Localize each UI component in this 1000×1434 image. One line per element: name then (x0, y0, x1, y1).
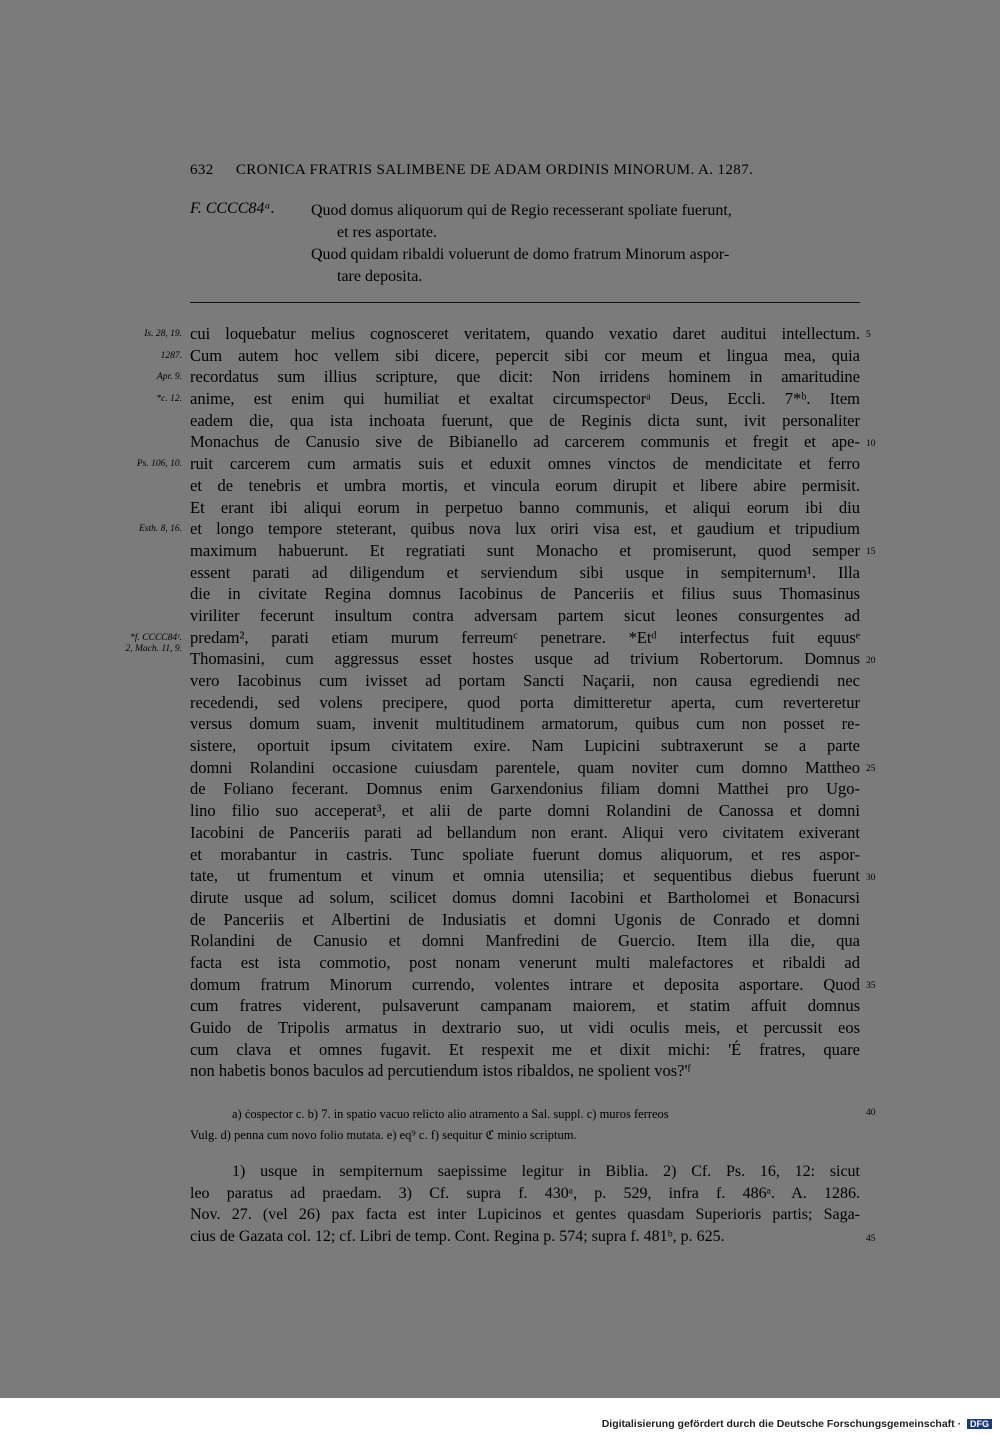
text-line: domum fratrum Minorum currendo, volentes intrare et deposita asportare. Quod (190, 974, 860, 994)
text-line: facta est ista commotio, post nonam venerunt multi malefactores et ribaldi ad (190, 952, 860, 972)
apparatus-line: Vulg. d) penna cum novo folio mutata. e) eq⁹ c. f) sequitur ℭ minio scriptum. (190, 1128, 577, 1142)
text-line: cum fratres viderent, pulsaverunt campanam maiorem, et statim affuit domnus (190, 996, 860, 1016)
margin-note: 1287. (160, 350, 182, 361)
line-number: 10 (866, 438, 876, 449)
text-line: ruit carcerem cum armatis suis et eduxit omnes vinctos de mendicitate et ferro (190, 454, 860, 474)
summary-line: tare deposita. (337, 268, 423, 285)
separator-rule (190, 302, 860, 303)
text-line: domni Rolandini occasione cuiusdam parentele, quam noviter cum domno Mattheo (190, 757, 860, 777)
summary-line: Quod domus aliquorum qui de Regio recesserant spoliate fuerunt, (311, 202, 732, 219)
summary-line: Quod quidam ribaldi voluerunt de domo fratrum Minorum aspor- (311, 246, 730, 263)
margin-note: Ps. 106, 10. (136, 459, 182, 470)
line-number: 20 (866, 655, 876, 666)
margin-note: *c. 12. (156, 394, 182, 405)
apparatus-line: a) ċospector c. b) 7. in spatio vacuo relicto alio atramento a Sal. suppl. c) muros ferreos (232, 1107, 669, 1121)
folio-reference: F. CCCC84ᵃ. (190, 200, 275, 217)
text-line: et longo tempore steterant, quibus nova lux oriri visa est, et gaudium et tripudium (190, 519, 860, 539)
dfg-logo: DFG (967, 1419, 992, 1429)
line-number: 45 (866, 1234, 876, 1244)
text-line: die in civitate Regina domnus Iacobinus de Panceriis et filius suus Thomasinus (190, 584, 860, 604)
text-line: Et erant ibi aliqui eorum in perpetuo banno communis, et aliqui eorum ibi diu (190, 497, 860, 517)
text-line: de Panceriis et Albertini de Indusiatis et domni Ugonis de Conrado et domni (190, 909, 860, 929)
text-line: Iacobini de Panceriis parati ad bellandum non erant. Aliqui vero civitatem exiverant (190, 822, 860, 842)
chapter-summary-1 (311, 200, 861, 244)
line-number: 30 (866, 872, 876, 883)
footnotes (190, 1161, 860, 1248)
text-line: anime, est enim qui humiliat et exaltat circumspectorᵃ Deus, Eccli. 7*ᵇ. Item (190, 389, 860, 409)
text-line: eadem die, qua ista inchoata fuerunt, que de Reginis dicta sunt, ivit personaliter (190, 410, 860, 430)
running-title: CRONICA FRATRIS SALIMBENE DE ADAM ORDINIS MINORUM. A. 1287. (235, 162, 754, 178)
line-number: 15 (866, 547, 876, 557)
text-line: essent parati ad diligendum et serviendum sibi usque in sempiternum¹. Illa (190, 562, 860, 582)
footnote-line: 1) usque in sempiternum saepissime legitur in Biblia. 2) Cf. Ps. 16, 12: sicut (232, 1163, 860, 1180)
text-line: Thomasini, cum aggressus esset hostes usque ad trivium Robertorum. Domnus (190, 649, 860, 669)
text-line: et de tenebris et umbra mortis, et vincula eorum dirupit et libere abire permisit. (190, 475, 860, 495)
footnote-line: cius de Gazata col. 12; cf. Libri de temp. Cont. Regina p. 574; supra f. 481ᵇ, p. 625. (190, 1228, 725, 1246)
text-line: de Foliano fecerant. Domnus enim Garxendonius filiam domni Matthei pro Ugo- (190, 779, 860, 799)
text-line: Monachus de Canusio sive de Bibianello ad carcerem communis et fregit et ape- (190, 432, 860, 452)
text-line: cui loquebatur melius cognosceret veritatem, quando vexatio daret auditui intellectum. (190, 324, 860, 343)
running-header (190, 162, 860, 179)
margin-note: 2, Mach. 11, 9. (125, 643, 182, 654)
footnote-line: Nov. 27. (vel 26) pax facta est inter Lupicinos et gentes quasdam Superioris partis; Saga- (190, 1206, 860, 1224)
text-line: predam², parati etiam murum ferreumᶜ penetrare. *Etᵈ interfectus fuit equusᵉ (190, 627, 860, 647)
line-number: 25 (866, 764, 876, 774)
text-line: Guido de Tripolis armatus in dextrario suo, ut vidi oculis meis, et percussit eos (190, 1018, 860, 1037)
footer-text: Digitalisierung gefördert durch die Deutsche Forschungsgemeinschaft · (601, 1418, 962, 1430)
text-line: sistere, oportuit ipsum civitatem exire. Nam Lupicini subtraxerunt se a parte (190, 736, 860, 756)
text-line: recedendi, sed volens precipere, quod porta dimitteretur aperta, cum reverteretur (190, 692, 860, 712)
text-line: lino filio suo acceperat³, et alii de parte domni Rolandini de Canossa et domni (190, 801, 860, 821)
text-line: versus domum suam, invenit multitudinem armatorum, quibus cum non posset re- (190, 714, 860, 734)
margin-note: Apr. 9. (156, 372, 182, 383)
line-number: 40 (866, 1108, 876, 1118)
text-line: maximum habuerunt. Et regratiati sunt Monacho et promiserunt, quod semper (190, 540, 860, 560)
line-number: 5 (866, 330, 871, 340)
critical-apparatus (190, 1104, 860, 1146)
text-line: et morabantur in castris. Tunc spoliate fuerunt domus aliquorum, et res aspor- (190, 844, 860, 864)
line-number: 35 (866, 981, 876, 991)
footer-credit (0, 1418, 992, 1430)
text-line: recordatus sum illius scripture, que dicit: Non irridens hominem in amaritudine (190, 367, 860, 387)
page-number: 632 (190, 162, 214, 178)
text-line: Rolandini de Canusio et domni Manfredini de Guercio. Item illa die, qua (190, 931, 860, 951)
summary-line: et res asportate. (337, 224, 437, 241)
text-line: Cum autem hoc vellem sibi dicere, pepercit sibi cor meum et lingua mea, quia (190, 345, 860, 365)
text-line: cum clava et omnes fugavit. Et respexit me et dixit michi: 'É fratres, quare (190, 1039, 860, 1059)
text-line: vero Iacobinus cum ivisset ad portam Sancti Naçarii, non causa egrediendi nec (190, 671, 860, 690)
margin-note: Esth. 8, 16. (138, 524, 182, 535)
text-line: non habetis bonos baculos ad percutiendum istos ribaldos, ne spolient vos?'ᶠ (190, 1061, 691, 1081)
main-text (190, 323, 860, 1082)
text-line: viriliter fecerunt insultum contra adversam partem sicut leones consurgentes ad (190, 605, 860, 625)
text-line: dirute usque ad solum, scilicet domus domni Iacobini et Bartholomei et Bonacursi (190, 887, 860, 907)
margin-note: *f. CCCC84ᶜ. (130, 632, 182, 643)
margin-note: Is. 28, 19. (144, 329, 182, 339)
chapter-summary-2 (311, 244, 861, 288)
text-line: tate, ut frumentum et vinum et omnia utensilia; et sequentibus diebus fuerunt (190, 866, 860, 886)
footnote-line: leo paratus ad praedam. 3) Cf. supra f. 430ᵃ, p. 529, infra f. 486ᵃ. A. 1286. (190, 1184, 860, 1202)
